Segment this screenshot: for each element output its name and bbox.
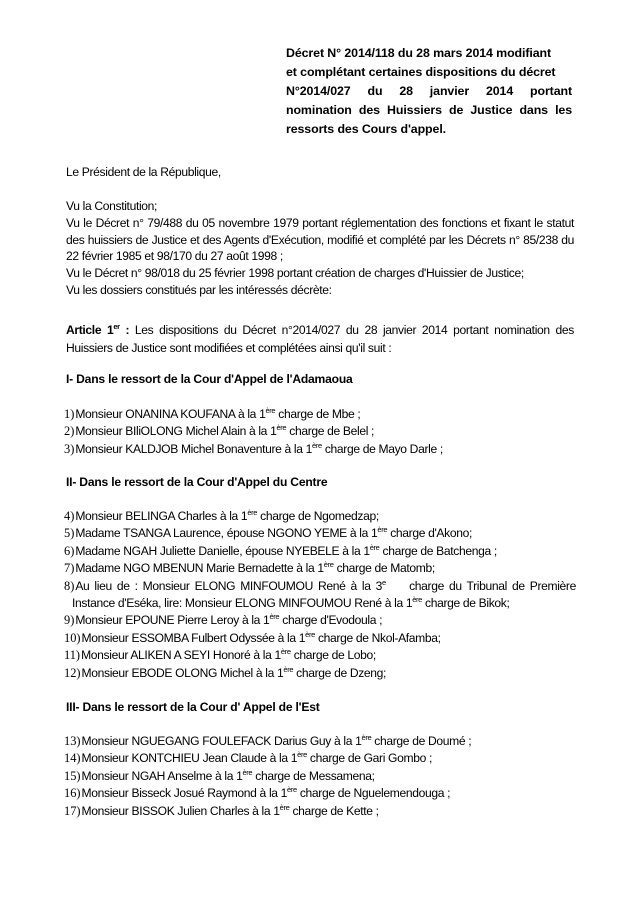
legal-basis-dossiers: Vu les dossiers constitués par les intéressés décrète:	[66, 282, 332, 297]
list-item: 13)Monsieur NGUEGANG FOULEFACK Darius Guy à la 1ère charge de Doumé ;	[64, 733, 472, 748]
legal-basis-constitution: Vu la Constitution;	[66, 199, 158, 213]
list-item-continuation: Instance d'Eséka, lire: Monsieur ELONG MINFOUMOU René à la 1ère charge de Bikok;	[72, 595, 510, 611]
decree-title-line: Décret N° 2014/118 du 28 mars 2014 modifiant	[286, 46, 552, 60]
legal-basis-block	[66, 198, 574, 299]
list-item: 17)Monsieur BISSOK Julien Charles à la 1ère charge de Kette ;	[64, 802, 379, 818]
president-line: Le Président de la République,	[66, 165, 221, 179]
list-item: 2)Monsieur BIliOLONG Michel Alain à la 1ère charge de Belel ;	[64, 423, 375, 439]
legal-basis-decree-98-018: Vu le Décret n° 98/018 du 25 février 1998 portant création de charges d'Huissier de Justice;	[66, 266, 524, 281]
list-item: 8)Au lieu de : Monsieur ELONG MINFOUMOU René à la 3e charge du Tribunal de Première	[64, 577, 576, 593]
appointment-list-adamaoua	[64, 406, 576, 458]
list-item: 7)Madame NGO MBENUN Marie Bernadette à la 1ère charge de Matomb;	[64, 560, 435, 576]
list-item: 3)Monsieur KALDJOB Michel Bonaventure à la 1ère charge de Mayo Darle ;	[64, 440, 443, 456]
list-item: 1)Monsieur ONANINA KOUFANA à la 1ère charge de Mbe ;	[64, 406, 361, 421]
article-1	[66, 321, 574, 357]
section-heading-est: III- Dans le ressort de la Cour d' Appel de l'Est	[66, 700, 320, 714]
list-item: 4)Monsieur BELINGA Charles à la 1ère charge de Ngomedzap;	[64, 508, 379, 523]
list-item: 12)Monsieur EBODE OLONG Michel à la 1ère charge de Dzeng;	[64, 664, 387, 680]
list-item: 14)Monsieur KONTCHIEU Jean Claude à la 1ère charge de Gari Gombo ;	[64, 750, 432, 766]
list-item: 11)Monsieur ALIKEN A SEYI Honoré à la 1ère charge de Lobo;	[64, 647, 376, 663]
appointment-list-est	[64, 733, 576, 820]
section-heading-adamaoua: I- Dans le ressort de la Cour d'Appel de l'Adamaoua	[66, 372, 353, 386]
decree-title-line: et complétant certaines dispositions du décret	[286, 65, 556, 79]
list-item: 6)Madame NGAH Juliette Danielle, épouse NYEBELE à la 1ère charge de Batchenga ;	[64, 542, 497, 558]
list-item: 9)Monsieur EPOUNE Pierre Leroy à la 1ère charge d'Evodoula ;	[64, 612, 383, 628]
article-label: Article 1er :	[66, 322, 130, 337]
article-text: Les dispositions du Décret n°2014/027 du 28 janvier 2014 portant nomination des Huissiers de Justice sont modifiées et complétées ainsi qu'il suit :	[66, 323, 574, 355]
decree-title	[286, 44, 572, 139]
list-item: 16)Monsieur Bisseck Josué Raymond à la 1ère charge de Nguelemendouga ;	[64, 785, 451, 801]
section-heading-centre: II- Dans le ressort de la Cour d'Appel du Centre	[66, 475, 328, 489]
legal-basis-decree-79-488: Vu le Décret n° 79/488 du 05 novembre 1979 portant réglementation des fonctions et fixant le statut des huissiers de Justice et des Agents d'Exécution, modifié et complété par les Décrets n° 85/238 du 22 février 1985 et 98/170 du 27 août 1998 ;	[66, 215, 574, 264]
list-item: 5)Madame TSANGA Laurence, épouse NGONO YEME à la 1ère charge d'Akono;	[64, 525, 472, 541]
decree-title-line: nomination des Huissiers de Justice dans les	[286, 103, 572, 117]
decree-title-line: ressorts des Cours d'appel.	[286, 122, 446, 136]
decree-title-line: N°2014/027 du 28 janvier 2014 portant	[286, 84, 572, 98]
list-item: 10)Monsieur ESSOMBA Fulbert Odyssée à la 1ère charge de Nkol-Afamba;	[64, 629, 441, 645]
list-item: 15)Monsieur NGAH Anselme à la 1ère charge de Messamena;	[64, 767, 375, 783]
appointment-list-centre	[64, 508, 576, 682]
